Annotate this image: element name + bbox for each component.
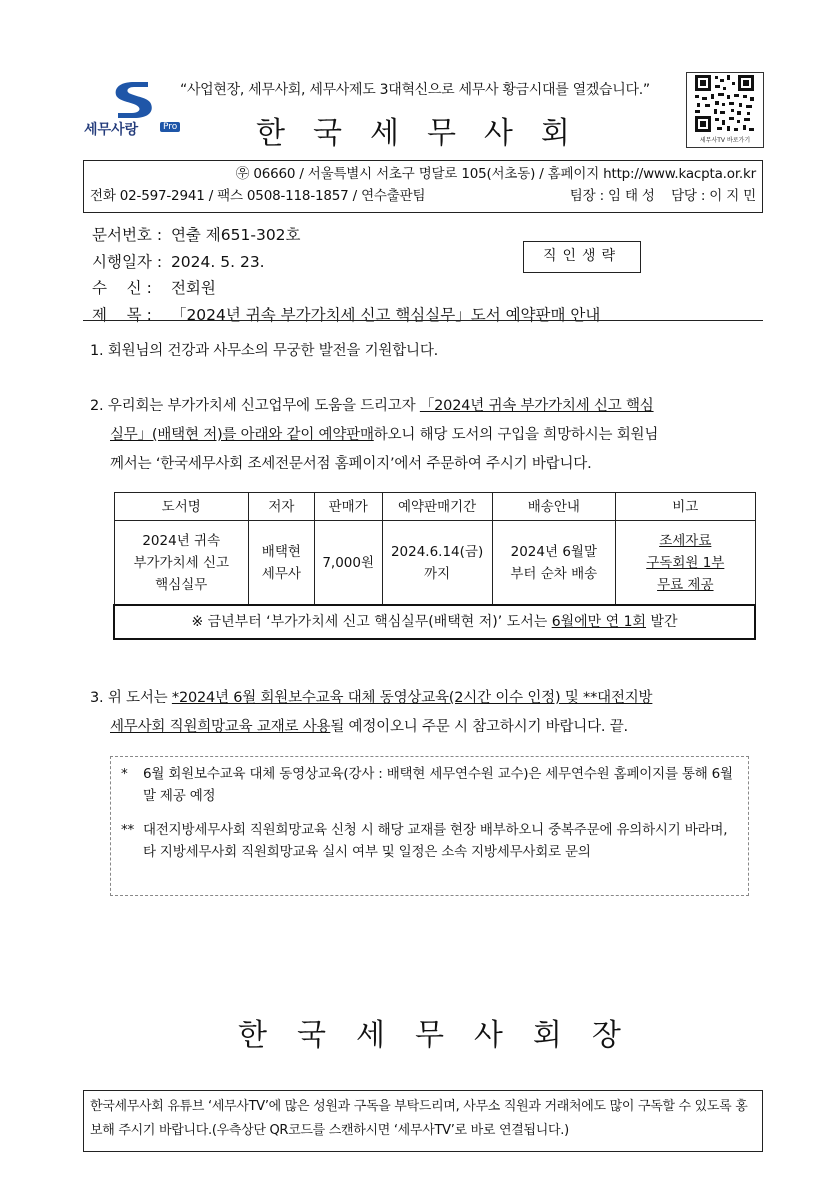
date-value: 2024. 5. 23. bbox=[170, 252, 265, 271]
cell-line: 까지 bbox=[424, 565, 451, 582]
delivery-cell bbox=[492, 521, 616, 606]
slogan: “사업현장, 세무사회, 세무사제도 3대혁신으로 세무사 황금시대를 열겠습니다.” bbox=[180, 82, 650, 98]
subject-row bbox=[92, 302, 600, 329]
paragraph-1: 1. 회원님의 건강과 사무소의 무궁한 발전을 기원합니다. bbox=[90, 343, 439, 359]
date-label: 시행일자 : bbox=[92, 252, 163, 271]
table-header: 비고 bbox=[616, 493, 755, 521]
doc-number-label: 문서번호 : bbox=[92, 226, 163, 244]
p3-text-d: 될 예정이오니 주문 시 참고하시기 바랍니다. 끝. bbox=[330, 719, 628, 735]
footnote-item bbox=[121, 819, 740, 863]
logo-text: 세무사랑 bbox=[84, 122, 139, 138]
table-header: 예약판매기간 bbox=[382, 493, 492, 521]
p2-book-title: 「2024년 귀속 부가가치세 신고 핵심 bbox=[419, 398, 654, 414]
note-text-end: 발간 bbox=[646, 614, 678, 630]
recipient-label: 수 신 : bbox=[92, 279, 152, 297]
cell-line: 2024년 귀속 bbox=[142, 532, 221, 549]
cell-line: 배택현 bbox=[261, 543, 301, 560]
closing-signature: 한국세무사회장 bbox=[238, 1018, 651, 1053]
footnote-box bbox=[110, 756, 749, 896]
footnote-text: 대전지방세무사회 직원희망교육 신청 시 해당 교재를 현장 배부하오니 중복주문에 유의하시기 바라며, 타 지방세무사회 직원희망교육 실시 여부 및 일정은 소속 지방세무사회로 문의 bbox=[143, 822, 728, 860]
p2-text-a: 2. 우리회는 부가가치세 신고업무에 도움을 드리고자 bbox=[90, 398, 420, 414]
footnote-mark: * bbox=[121, 766, 128, 782]
cell-line: 부가가치세 신고 bbox=[133, 554, 230, 571]
cell-line: 세무사 bbox=[261, 565, 301, 582]
cell-line: 구독회원 1부 bbox=[646, 554, 725, 571]
address-line: ㉾ 06660 / 서울특별시 서초구 명달로 105(서초동) / 홈페이지 http://www.kacpta.or.kr bbox=[235, 166, 756, 182]
cell-line: 조세자료 bbox=[659, 532, 712, 549]
table-note bbox=[114, 605, 755, 639]
seal-omitted-box: 직인생략 bbox=[523, 241, 641, 273]
author-cell bbox=[248, 521, 314, 606]
p2-text-d: 하오니 해당 도서의 구입을 희망하시는 회원님 bbox=[373, 427, 659, 443]
paragraph-3 bbox=[90, 684, 758, 742]
p2-text-e: 께서는 ‘한국세무사회 조세전문서점 홈페이지’에서 주문하여 주시기 바랍니다. bbox=[110, 456, 592, 472]
cell-line: 부터 순차 배송 bbox=[510, 565, 598, 582]
footnote-mark: ** bbox=[121, 822, 135, 838]
p3-text-a: 3. 위 도서는 bbox=[90, 690, 172, 706]
p3-usage: *2024년 6월 회원보수교육 대체 동영상교육(2시간 이수 인정) 및 **대전지방 bbox=[171, 690, 653, 706]
footnote-item bbox=[121, 763, 740, 807]
book-table bbox=[113, 492, 756, 640]
logo-badge: Pro bbox=[160, 122, 180, 132]
contact-line bbox=[90, 185, 756, 207]
qr-code[interactable] bbox=[686, 72, 764, 148]
doc-number: 연출 제651-302호 bbox=[170, 226, 301, 244]
table-header: 도서명 bbox=[114, 493, 248, 521]
table-header: 저자 bbox=[248, 493, 314, 521]
note-emphasis: 6월에만 연 1회 bbox=[551, 614, 647, 630]
table-row bbox=[114, 521, 755, 606]
youtube-notice: 한국세무사회 유튜브 ‘세무사TV’에 많은 성원과 구독을 부탁드리며, 사무소 직원과 거래처에도 많이 구독할 수 있도록 홍보해 주시기 바랍니다.(우측상단 QR코드를 스캔하시면 ‘세무사TV’로 바로 연결됩니다.) bbox=[83, 1090, 763, 1152]
org-title: 한국세무사회 bbox=[256, 116, 598, 151]
cell-line: 2024.6.14(금) bbox=[390, 543, 484, 560]
logo bbox=[84, 76, 194, 142]
recipient-row bbox=[92, 275, 600, 302]
remark-cell bbox=[616, 521, 755, 606]
footnote-text: 6월 회원보수교육 대체 동영상교육(강사 : 배택현 세무연수원 교수)은 세무연수원 홈페이지를 통해 6월 말 제공 예정 bbox=[143, 766, 733, 804]
staff-info: 팀장 : 임 태 성 담당 : 이 지 민 bbox=[569, 188, 756, 204]
subject-label: 제 목 : bbox=[92, 305, 152, 324]
note-text: ※ 금년부터 ‘부가가치세 신고 핵심실무(배택현 저)’ 도서는 bbox=[191, 614, 552, 630]
price-cell: 7,000원 bbox=[314, 521, 382, 606]
table-note-row bbox=[114, 605, 755, 639]
table-header-row bbox=[114, 493, 755, 521]
qr-caption: 세무사TV 바로가기 bbox=[699, 137, 751, 144]
cell-line: 2024년 6월말 bbox=[510, 543, 597, 560]
table-header: 배송안내 bbox=[492, 493, 616, 521]
paragraph-2 bbox=[90, 392, 758, 479]
contact-info: 전화 02-597-2941 / 팩스 0508-118-1857 / 연수출판팀 bbox=[90, 188, 426, 204]
subject-value: 「2024년 귀속 부가가치세 신고 핵심실무」도서 예약판매 안내 bbox=[170, 305, 601, 324]
p2-book-author: 실무」(배택현 저)를 아래와 같이 예약판매 bbox=[110, 427, 374, 443]
document-meta bbox=[92, 222, 600, 328]
cell-line: 핵심실무 bbox=[155, 576, 208, 593]
book-title-cell bbox=[114, 521, 248, 606]
period-cell bbox=[382, 521, 492, 606]
cell-line: 무료 제공 bbox=[657, 576, 714, 593]
p3-usage-cont: 세무사회 직원희망교육 교재로 사용 bbox=[110, 719, 331, 735]
divider bbox=[83, 320, 763, 321]
table-header: 판매가 bbox=[314, 493, 382, 521]
qr-code-icon bbox=[687, 73, 762, 135]
address-box bbox=[83, 160, 763, 213]
recipient-value: 전회원 bbox=[170, 279, 216, 297]
